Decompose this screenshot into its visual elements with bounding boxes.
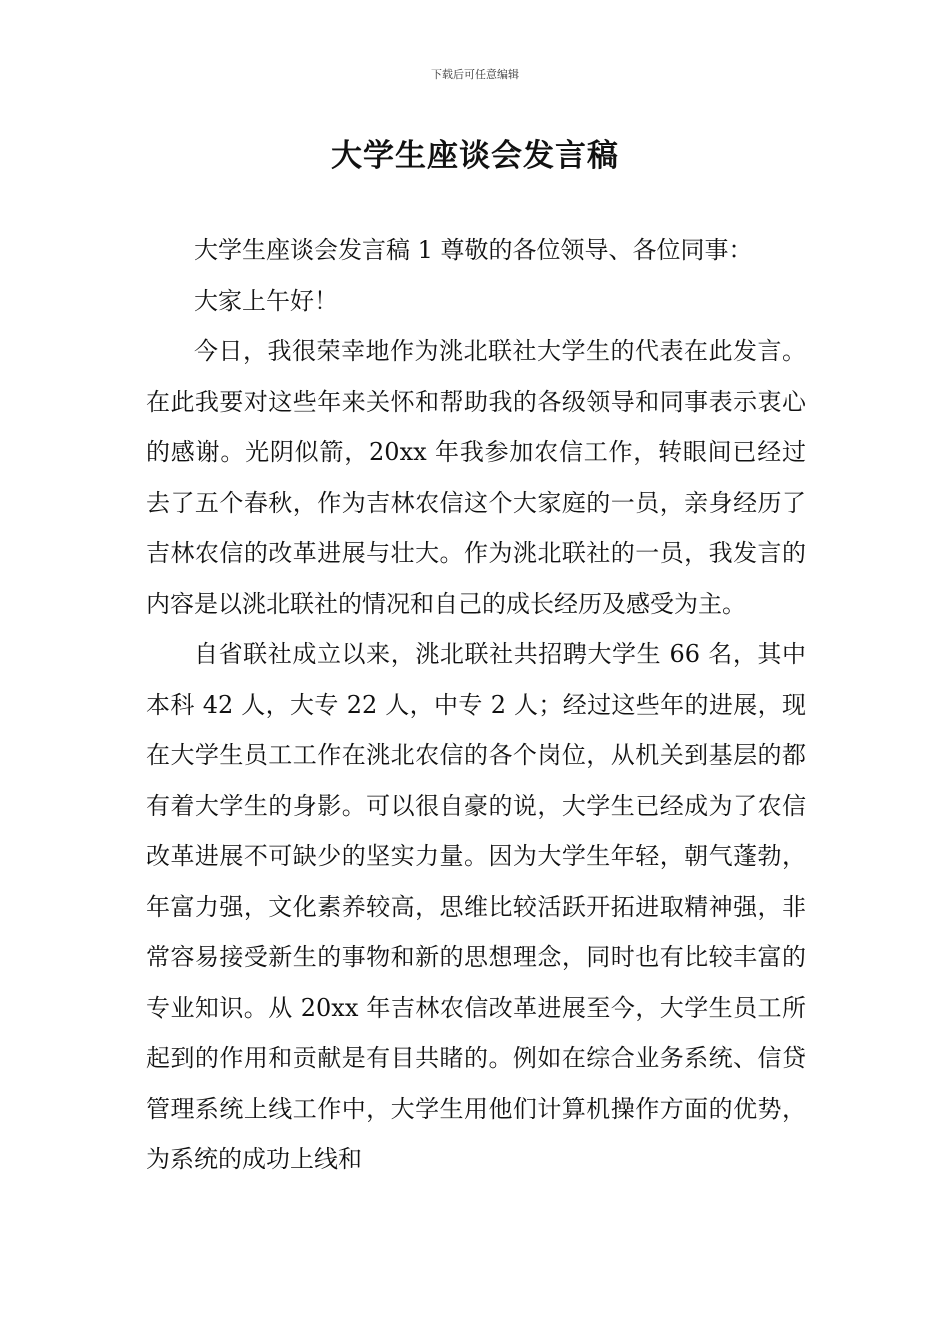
- header-note: 下载后可任意编辑: [431, 68, 519, 81]
- paragraph-intro: 今日，我很荣幸地作为洮北联社大学生的代表在此发言。在此我要对这些年来关怀和帮助我的各级领导和同事表示衷心的感谢。光阴似箭，20xx 年我参加农信工作，转眼间已经过去了五个春秋，作为吉林农信这个大家庭的一员，亲身经历了吉林农信的改革进展与壮大。作为洮北联社的一员，我发言的内容是以洮北联社的情况和自己的成长经历及感受为主。: [146, 337, 806, 618]
- paragraph-salutation: 大学生座谈会发言稿 1 尊敬的各位领导、各位同事：: [194, 236, 753, 264]
- paragraph-greeting: 大家上午好！: [194, 286, 338, 315]
- document-body: [146, 225, 806, 1185]
- document-title: 大学生座谈会发言稿: [331, 138, 619, 174]
- paragraph-recruitment: 自省联社成立以来，洮北联社共招聘大学生 66 名，其中本科 42 人，大专 22 人，中专 2 人；经过这些年的进展，现在大学生员工工作在洮北农信的各个岗位，从机关到基层的都有着大学生的身影。可以很自豪的说，大学生已经成为了农信改革进展不可缺少的坚实力量。因为大学生年轻，朝气蓬勃，年富力强，文化素养较高，思维比较活跃开拓进取精神强，非常容易接受新生的事物和新的思想理念，同时也有比较丰富的专业知识。从 20xx 年吉林农信改革进展至今，大学生员工所起到的作用和贡献是有目共睹的。例如在综合业务系统、信贷管理系统上线工作中，大学生用他们计算机操作方面的优势，为系统的成功上线和: [146, 640, 806, 1173]
